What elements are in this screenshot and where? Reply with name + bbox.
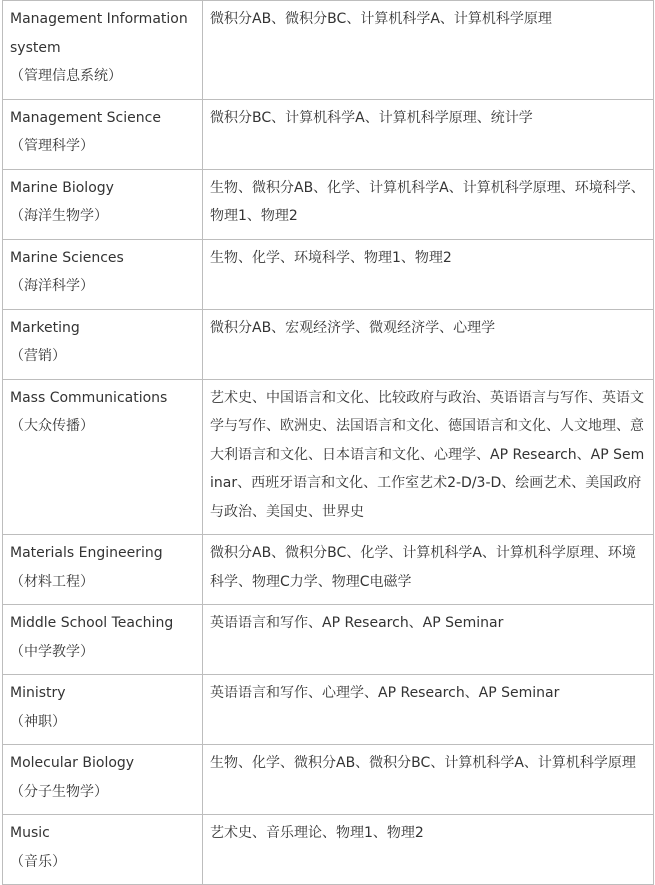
major-name-en: Marketing bbox=[10, 319, 80, 336]
courses-cell: 微积分AB、微积分BC、计算机科学A、计算机科学原理 bbox=[203, 1, 654, 100]
courses-cell: 艺术史、中国语言和文化、比较政府与政治、英语语言与写作、英语文学与写作、欧洲史、法国语言和文化、德国语言和文化、人文地理、意大利语言和文化、日本语言和文化、心理学、AP Research、AP Seminar、西班牙语言和文化、工作室艺术2-D/3-D、绘画艺术、美国政府与政治、美国史、世界史 bbox=[203, 379, 654, 535]
courses-cell: 微积分BC、计算机科学A、计算机科学原理、统计学 bbox=[203, 99, 654, 169]
major-name-en: Management Science bbox=[10, 109, 161, 126]
table-row bbox=[3, 815, 654, 885]
major-name-cn: （材料工程） bbox=[10, 573, 94, 590]
major-cell bbox=[3, 745, 203, 815]
table-row bbox=[3, 1, 654, 100]
courses-cell: 生物、化学、微积分AB、微积分BC、计算机科学A、计算机科学原理 bbox=[203, 745, 654, 815]
major-name-cn: （海洋生物学） bbox=[10, 208, 108, 224]
major-name-en: Middle School Teaching bbox=[10, 615, 174, 631]
table-row bbox=[3, 99, 654, 169]
table-row bbox=[3, 309, 654, 379]
major-cell bbox=[3, 309, 203, 379]
major-name-en: Marine Biology bbox=[10, 179, 114, 196]
major-name-cn: （海洋科学） bbox=[10, 278, 94, 294]
major-name-cn: （营销） bbox=[10, 348, 66, 364]
major-cell bbox=[3, 535, 203, 605]
major-cell bbox=[3, 169, 203, 239]
major-cell bbox=[3, 815, 203, 885]
table-row bbox=[3, 379, 654, 535]
major-name-cn: （中学教学） bbox=[10, 643, 94, 660]
courses-cell: 生物、化学、环境科学、物理1、物理2 bbox=[203, 239, 654, 309]
courses-cell: 微积分AB、宏观经济学、微观经济学、心理学 bbox=[203, 309, 654, 379]
major-name-cn: （分子生物学） bbox=[10, 783, 108, 800]
courses-cell: 英语语言和写作、心理学、AP Research、AP Seminar bbox=[203, 675, 654, 745]
major-name-en: Molecular Biology bbox=[10, 755, 135, 771]
table-row bbox=[3, 605, 654, 675]
major-name-en: Ministry bbox=[10, 685, 66, 701]
majors-course-table bbox=[2, 0, 654, 885]
courses-cell: 英语语言和写作、AP Research、AP Seminar bbox=[203, 605, 654, 675]
major-cell bbox=[3, 379, 203, 535]
major-name-en: Music bbox=[10, 825, 50, 841]
major-name-en: Management Information system bbox=[10, 11, 188, 56]
major-cell bbox=[3, 675, 203, 745]
major-name-cn: （大众传播） bbox=[10, 418, 94, 434]
table-row bbox=[3, 675, 654, 745]
major-name-en: Marine Sciences bbox=[10, 249, 124, 266]
major-name-en: Mass Communications bbox=[10, 389, 168, 406]
major-cell bbox=[3, 1, 203, 100]
major-cell bbox=[3, 239, 203, 309]
major-name-en: Materials Engineering bbox=[10, 545, 163, 561]
table-row bbox=[3, 169, 654, 239]
major-name-cn: （管理科学） bbox=[10, 138, 94, 154]
major-cell bbox=[3, 99, 203, 169]
major-name-cn: （音乐） bbox=[10, 853, 66, 870]
major-cell bbox=[3, 605, 203, 675]
courses-cell: 艺术史、音乐理论、物理1、物理2 bbox=[203, 815, 654, 885]
table-row bbox=[3, 239, 654, 309]
table-row bbox=[3, 745, 654, 815]
courses-cell: 微积分AB、微积分BC、化学、计算机科学A、计算机科学原理、环境科学、物理C力学、物理C电磁学 bbox=[203, 535, 654, 605]
table-row bbox=[3, 535, 654, 605]
major-name-cn: （管理信息系统） bbox=[10, 68, 122, 84]
courses-cell: 生物、微积分AB、化学、计算机科学A、计算机科学原理、环境科学、物理1、物理2 bbox=[203, 169, 654, 239]
major-name-cn: （神职） bbox=[10, 713, 66, 730]
